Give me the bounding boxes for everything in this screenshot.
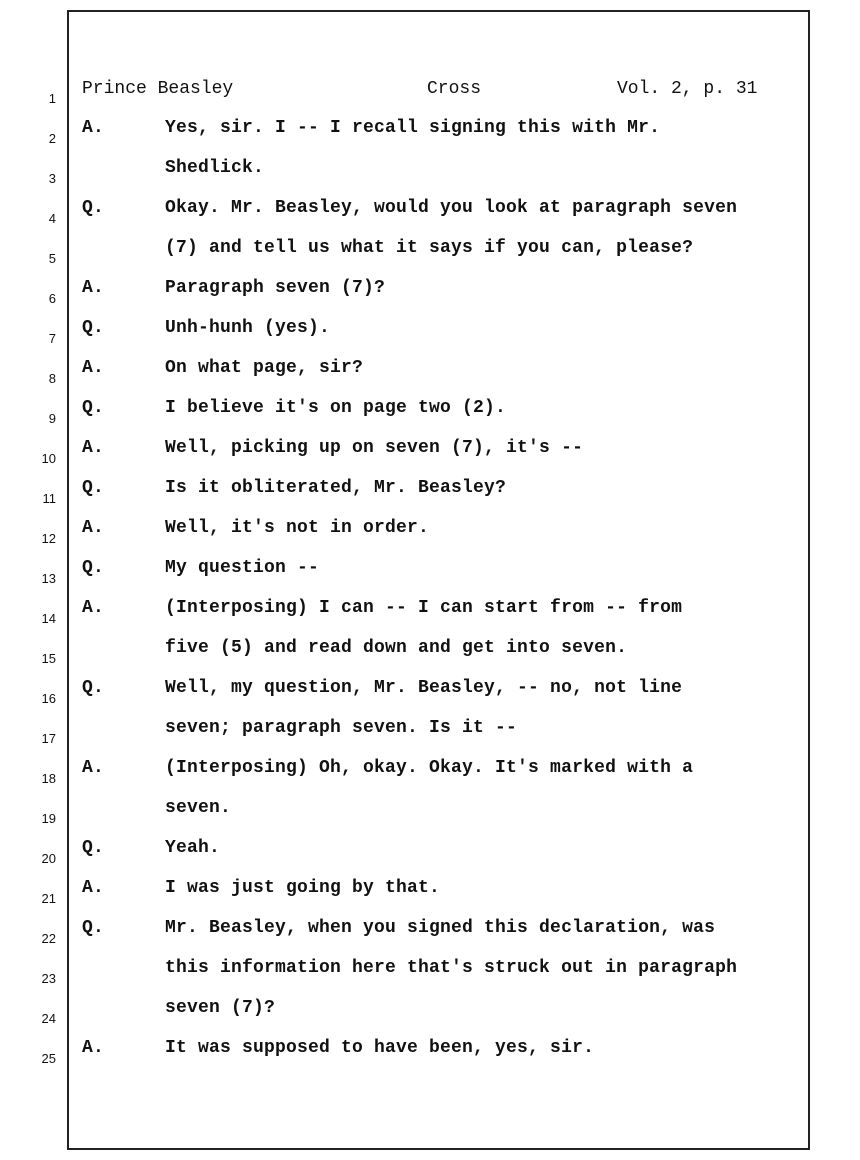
testimony-text: I was just going by that. xyxy=(165,878,441,898)
line-number: 25 xyxy=(41,1051,56,1066)
speaker-label: A. xyxy=(82,278,105,298)
speaker-label: A. xyxy=(82,758,105,778)
speaker-label: Q. xyxy=(82,398,105,418)
speaker-label: Q. xyxy=(82,918,105,938)
testimony-text: On what page, sir? xyxy=(165,358,364,378)
testimony-text: Shedlick. xyxy=(165,158,265,178)
speaker-label: A. xyxy=(82,118,105,138)
speaker-label: Q. xyxy=(82,838,105,858)
line-number: 19 xyxy=(41,811,56,826)
line-number: 5 xyxy=(48,251,56,266)
line-number: 21 xyxy=(41,891,56,906)
speaker-label: A. xyxy=(82,598,105,618)
speaker-label: A. xyxy=(82,438,105,458)
testimony-text: this information here that's struck out in paragraph xyxy=(165,958,738,978)
speaker-label: Q. xyxy=(82,478,105,498)
speaker-label: Q. xyxy=(82,678,105,698)
testimony-text: It was supposed to have been, yes, sir. xyxy=(165,1038,595,1058)
line-number: 3 xyxy=(48,171,56,186)
testimony-text: I believe it's on page two (2). xyxy=(165,398,507,418)
testimony-text: seven. xyxy=(165,798,232,818)
speaker-label: Q. xyxy=(82,318,105,338)
speaker-label: A. xyxy=(82,358,105,378)
speaker-label: A. xyxy=(82,878,105,898)
testimony-text: Okay. Mr. Beasley, would you look at paragraph seven xyxy=(165,198,738,218)
line-number: 15 xyxy=(41,651,56,666)
testimony-text: Mr. Beasley, when you signed this declaration, was xyxy=(165,918,716,938)
line-number: 2 xyxy=(48,131,56,146)
speaker-label: Q. xyxy=(82,558,105,578)
examination-type: Cross xyxy=(427,79,482,99)
testimony-text: Well, my question, Mr. Beasley, -- no, not line xyxy=(165,678,683,698)
line-number: 7 xyxy=(48,331,56,346)
testimony-text: (Interposing) I can -- I can start from -- from xyxy=(165,598,683,618)
transcript-page xyxy=(67,10,810,1150)
testimony-text: seven; paragraph seven. Is it -- xyxy=(165,718,518,738)
volume-page-ref: Vol. 2, p. 31 xyxy=(617,79,758,99)
line-number: 16 xyxy=(41,691,56,706)
line-number: 6 xyxy=(48,291,56,306)
line-number: 10 xyxy=(41,451,56,466)
line-number: 18 xyxy=(41,771,56,786)
line-number: 12 xyxy=(41,531,56,546)
line-number: 4 xyxy=(48,211,56,226)
line-number: 14 xyxy=(41,611,56,626)
testimony-text: Unh-hunh (yes). xyxy=(165,318,331,338)
line-number: 13 xyxy=(41,571,56,586)
testimony-text: five (5) and read down and get into seven. xyxy=(165,638,628,658)
line-number: 22 xyxy=(41,931,56,946)
speaker-label: A. xyxy=(82,1038,105,1058)
line-number: 20 xyxy=(41,851,56,866)
line-number: 8 xyxy=(48,371,56,386)
testimony-text: My question -- xyxy=(165,558,320,578)
testimony-text: Paragraph seven (7)? xyxy=(165,278,386,298)
testimony-text: Yeah. xyxy=(165,838,221,858)
testimony-text: Is it obliterated, Mr. Beasley? xyxy=(165,478,507,498)
line-number: 23 xyxy=(41,971,56,986)
line-number: 24 xyxy=(41,1011,56,1026)
line-number: 9 xyxy=(48,411,56,426)
speaker-label: A. xyxy=(82,518,105,538)
testimony-text: seven (7)? xyxy=(165,998,276,1018)
testimony-text: (Interposing) Oh, okay. Okay. It's marked with a xyxy=(165,758,694,778)
testimony-text: Yes, sir. I -- I recall signing this with Mr. xyxy=(165,118,661,138)
testimony-text: (7) and tell us what it says if you can, please? xyxy=(165,238,694,258)
line-number: 17 xyxy=(41,731,56,746)
testimony-text: Well, it's not in order. xyxy=(165,518,430,538)
testimony-text: Well, picking up on seven (7), it's -- xyxy=(165,438,584,458)
line-number: 11 xyxy=(42,491,56,506)
line-number: 1 xyxy=(48,91,56,106)
speaker-label: Q. xyxy=(82,198,105,218)
witness-name: Prince Beasley xyxy=(82,79,234,99)
